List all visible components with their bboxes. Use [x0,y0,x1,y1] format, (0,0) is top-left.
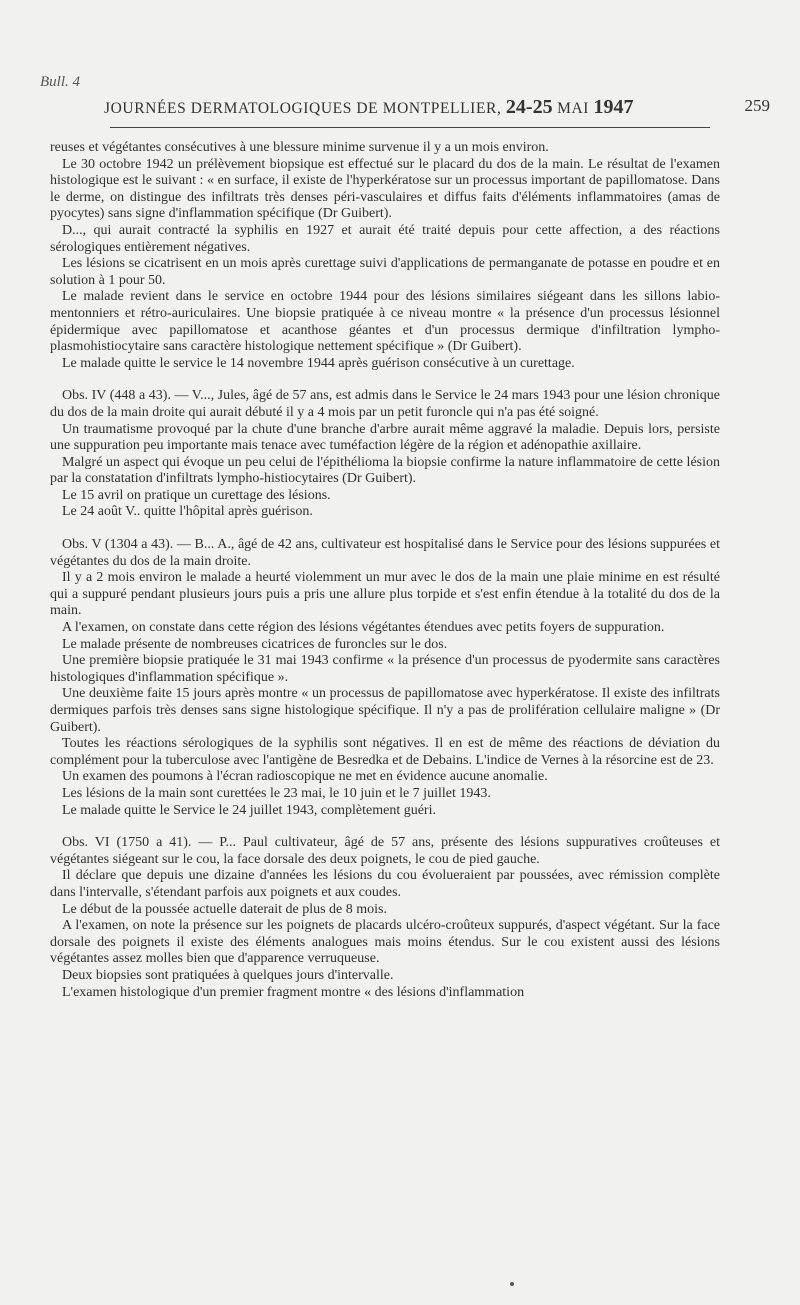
paragraph: Toutes les réactions sérologiques de la syphilis sont négatives. Il en est de même des réactions de déviation du complément pour la tuberculose avec l'antigène de Besredka et de Debains. L'indice de Vernes à la résorcine est de 23. [50,736,720,768]
paragraph: D..., qui aurait contracté la syphilis en 1927 et aurait été traité depuis pour cette affection, a des réactions sérologiques entièrement négatives. [50,222,720,255]
running-head [40,74,770,118]
observation-heading-paragraph: Obs. IV (448 a 43). — V..., Jules, âgé de 57 ans, est admis dans le Service le 24 mars 1943 pour une lésion chronique du dos de la main droite qui aurait débuté il y a 4 mois par un petit furoncle qui n'a pas été soigné. [50,388,720,420]
paragraph: A l'examen, on constate dans cette région des lésions végétantes étendues avec petits foyers de suppuration. [62,620,665,636]
paragraph: Une deuxième faite 15 jours après montre « un processus de papillomatose avec hyperkératose. Il existe des infiltrats dermiques parfois très denses sans signe histologique spécifique. Il n'y a pas de prolifération cellulaire maligne » (Dr Guibert). [50,686,720,735]
paragraph: Les lésions de la main sont curettées le 23 mai, le 10 juin et le 7 juillet 1943. [62,785,491,801]
paragraph: Le malade présente de nombreuses cicatrices de furoncles sur le dos. [62,636,448,652]
bull-label: Bull. 4 [40,74,80,90]
header-title-prefix: JOURNÉES DERMATOLOGIQUES DE MONTPELLIER, [104,100,502,117]
header-title-year: 1947 [593,96,634,118]
header-title-month: MAI [557,100,590,117]
paragraph: Un examen des poumons à l'écran radioscopique ne met en évidence aucune anomalie. [62,769,548,785]
paragraph: A l'examen, on note la présence sur les poignets de placards ulcéro-croûteux suppurés, d'aspect végétant. Sur la face dorsale des poignets il existe des éléments analogues mais moins étendus. Sur le cou existent aussi des lésions végétantes assez molles bien que d'apparence verruqueuse. [50,918,720,967]
paragraph: Deux biopsies sont pratiquées à quelques jours d'intervalle. [62,967,394,983]
paragraph: Le 24 août V.. quitte l'hôpital après guérison. [62,504,313,520]
paragraph: Le malade quitte le Service le 24 juillet 1943, complètement guéri. [62,802,436,818]
paragraph: Malgré un aspect qui évoque un peu celui de l'épithélioma la biopsie confirme la nature inflammatoire de cette lésion par la constatation d'infiltrats lympho-histiocytaires (Dr Guibert). [50,454,720,487]
paragraph: Une première biopsie pratiquée le 31 mai 1943 confirme « la présence d'un processus de pyodermite sans caractères histologiques d'inflammation spécifique ». [50,653,720,685]
paragraph: L'examen histologique d'un premier fragment montre « des lésions d'inflammation [62,984,525,1000]
paragraph: Un traumatisme provoqué par la chute d'une branche d'arbre aurait même aggravé la maladie. Depuis lors, persiste une suppuration peu importante mais tenace avec tuméfaction légère de la région et adénopathie axillaire. [50,421,720,454]
paragraph: Il déclare que depuis une dizaine d'années les lésions du cou évolueraient par poussées, avec rémission complète dans l'intervalle, s'étendant parfois aux poignets et aux coudes. [50,868,720,900]
header-title [104,96,634,119]
paragraph: Les lésions se cicatrisent en un mois après curettage suivi d'applications de permanganate de potasse en poudre et en solution à 1 pour 50. [50,256,720,288]
body-text [50,140,720,1001]
paragraph: Le malade revient dans le service en octobre 1944 pour des lésions similaires siégeant dans les sillons labio-mentonniers et rétro-auriculaires. Une biopsie pratiquée à ce niveau montre « la présence d'un processus lésionnel épidermique avec papillomatose et acanthose géantes et d'un processus dermique d'infiltration lympho-plasmohistiocytaire sans caractère histologique nettement spécifique » (Dr Guibert). [50,289,720,355]
page-number: 259 [744,96,770,115]
paragraph: Le début de la poussée actuelle daterait de plus de 8 mois. [62,901,388,917]
paragraph: reuses et végétantes consécutives à une blessure minime survenue il y a un mois environ. [50,140,549,155]
header-rule [110,127,710,128]
paragraph: Le 30 octobre 1942 un prélèvement biopsique est effectué sur le placard du dos de la main. Le résultat de l'examen histologique est le suivant : « en surface, il existe de l'hyperkératose sur un processus important de papillomatose. Dans le derme, on distingue des infiltrats très denses péri-vasculaires et diffus faits d'éléments inflammatoires (amas de pyocytes) sans signe d'inflammation spécifique (Dr Guibert). [50,156,720,222]
header-title-dates: 24-25 [505,96,553,118]
ink-dot [510,1282,514,1286]
observation-heading-paragraph: Obs. V (1304 a 43). — B... A., âgé de 42 ans, cultivateur est hospitalisé dans le Service pour des lésions suppurées et végétantes du dos de la main droite. [50,537,720,569]
observation-heading-paragraph: Obs. VI (1750 a 41). — P... Paul cultivateur, âgé de 57 ans, présente des lésions suppuratives croûteuses et végétantes siégeant sur le cou, la face dorsale des deux poignets, le cou de pied gauche. [50,835,720,867]
paragraph: Il y a 2 mois environ le malade a heurté violemment un mur avec le dos de la main une plaie minime en est résulté qui a suppuré pendant plusieurs jours puis a pris une allure plus torpide et s'est enfin étendue à la totalité du dos de la main. [50,570,720,619]
paragraph: Le 15 avril on pratique un curettage des lésions. [62,487,331,503]
paragraph: Le malade quitte le service le 14 novembre 1944 après guérison consécutive à un curettage. [62,355,575,371]
